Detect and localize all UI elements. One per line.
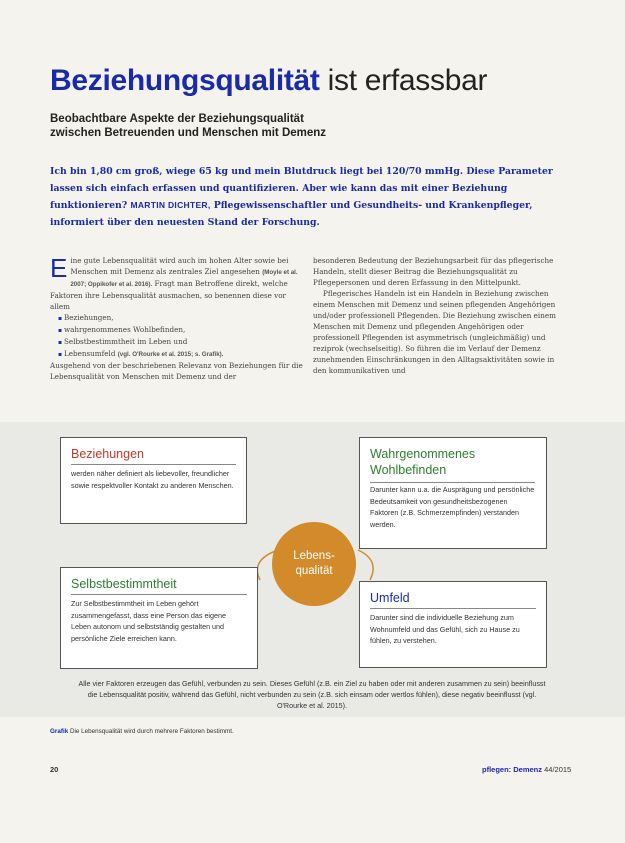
factor-box-selbstbestimmtheit — [60, 567, 258, 669]
figure-caption-text: Die Lebensqualität wird durch mehrere Faktoren bestimmt. — [69, 728, 234, 735]
figure-caption-label: Grafik — [50, 728, 69, 735]
divider — [71, 464, 236, 465]
subtitle-line-1: Beobachtbare Aspekte der Beziehungsqualität — [50, 113, 304, 125]
subtitle — [50, 112, 570, 140]
factor-title: Wahrgenommenes Wohlbefinden — [370, 447, 476, 477]
col1-outro: Ausgehend von der beschriebenen Relevanz von Beziehungen für die Lebensqualität von Menschen mit Demenz und der — [50, 361, 303, 381]
factor-box-beziehungen — [60, 437, 247, 524]
factor-title: Beziehungen — [71, 447, 144, 461]
factor-title: Selbstbestimmtheit — [71, 577, 177, 591]
col1-intro2: Fragt man Betroffene direkt, welche Faktoren ihre Lebensqualität ausmachen, so benennen diese vor allem — [50, 279, 288, 311]
page-title — [50, 64, 487, 98]
list-item — [58, 348, 305, 360]
lebensqualitaet-circle — [272, 522, 356, 606]
circle-label-line-1: Lebens- — [293, 550, 335, 562]
divider — [370, 608, 536, 609]
divider — [71, 594, 247, 595]
list-item-text: Lebensumfeld — [63, 349, 116, 358]
title-rest: ist erfassbar — [327, 64, 488, 97]
factor-list — [50, 312, 305, 360]
journal-title: pflegen: Demenz — [482, 765, 543, 774]
col1-intro — [50, 255, 305, 312]
lead-paragraph — [50, 163, 580, 231]
figure-caption — [50, 728, 234, 735]
col1-reference-1: (Moyle et al. 2007; Oppikofer et al. 2016). — [70, 269, 298, 288]
factor-box-umfeld — [359, 581, 547, 668]
list-item: ▪ Selbstbestimmtheit im Leben und — [58, 336, 305, 348]
col1-reference-2: (vgl. O'Rourke et al. 2015; s. Grafik). — [117, 351, 224, 358]
lead-text: Ich bin 1,80 cm groß, wiege 65 kg und mein Blutdruck liegt bei 120/70 mmHg. Diese Parameter lassen sich einfach erfassen und quantifizieren. Aber wie kann das mit einer Beziehung funktionieren? — [50, 166, 553, 211]
page-number: 20 — [50, 765, 59, 774]
factor-body: werden näher definiert als liebevoller, freundlicher sowie respektvoller Kontakt zu anderen Menschen. — [71, 469, 234, 490]
factor-body: Darunter sind die individuelle Beziehung zum Wohnumfeld und das Gefühl, sich zu Hause zu fühlen, zu verstehen. — [370, 613, 520, 645]
col2-paragraph-1: besonderen Bedeutung der Beziehungsarbeit für das pflegerische Handeln, stellt dieser Beitrag die Beziehungsqualität zu Pflegepersonen und deren Erfassung in den Mittelpunkt. — [313, 256, 554, 287]
lead-author: MARTIN DICHTER, — [130, 200, 211, 210]
list-item: ▪ Beziehungen, — [58, 312, 305, 324]
journal-name — [482, 765, 571, 774]
body-column-2 — [313, 255, 568, 376]
factor-box-wohlbefinden — [359, 437, 547, 549]
factor-title: Umfeld — [370, 591, 410, 605]
title-bold: Beziehungsqualität — [50, 64, 320, 97]
lead-author-rest: Pflegewissenschaftler und Gesundheits- und Krankenpfleger, informiert über den neuesten Stand der Forschung. — [50, 200, 533, 228]
journal-issue: 44/2015 — [544, 765, 572, 774]
list-item: ▪ wahrgenommenes Wohlbefinden, — [58, 324, 305, 336]
circle-label-line-2: qualität — [295, 565, 333, 577]
body-column-1 — [50, 255, 305, 382]
col1-intro-text: ine gute Lebensqualität wird auch im hohen Alter sowie bei Menschen mit Demenz als zentrales Ziel angesehen — [70, 256, 289, 276]
divider — [370, 482, 535, 483]
factor-body: Zur Selbstbestimmtheit im Leben gehört zusammengefasst, dass eine Person das eigene Leben autonom und selbstständig gestalten und persönliche Ziele erreichen kann. — [71, 599, 227, 643]
dropcap: E — [50, 253, 68, 283]
subtitle-line-2: zwischen Betreuenden und Menschen mit Demenz — [50, 127, 327, 139]
factor-body: Darunter kann u.a. die Ausprägung und persönliche Bedeutsamkeit von gesundheitsbezogenen Faktoren (z.B. Schmerzempfinden) verstanden werden. — [370, 485, 535, 529]
col2-paragraph-2: Pflegerisches Handeln ist ein Handeln in Beziehung zwischen einem Menschen mit Demenz und seinen pflegenden Angehörigen und/oder professionell Pflegenden. Die Beziehung zwischen einem Menschen mit Demenz und pflegenden Angehörigen oder professionell Pflegenden ist asymmetrisch (ungleichmäßig) und reziprok (wechselseitig). So führen die im Verlauf der Demenz zunehmenden Einschränkungen in den Alltagsaktivitäten sowie in den kommunikativen und — [313, 289, 556, 375]
infographic-caption: Alle vier Faktoren erzeugen das Gefühl, verbunden zu sein. Dieses Gefühl (z.B. ein Ziel zu haben oder mit anderen zusammen zu sein) beeinflusst die Lebensqualität positiv, während das Gefühl, nicht verbunden zu sein (z.B. sich einsam oder wertlos fühlen), diese negativ beeinflusst (vgl. O'Rourke et al. 2015). — [78, 679, 546, 710]
